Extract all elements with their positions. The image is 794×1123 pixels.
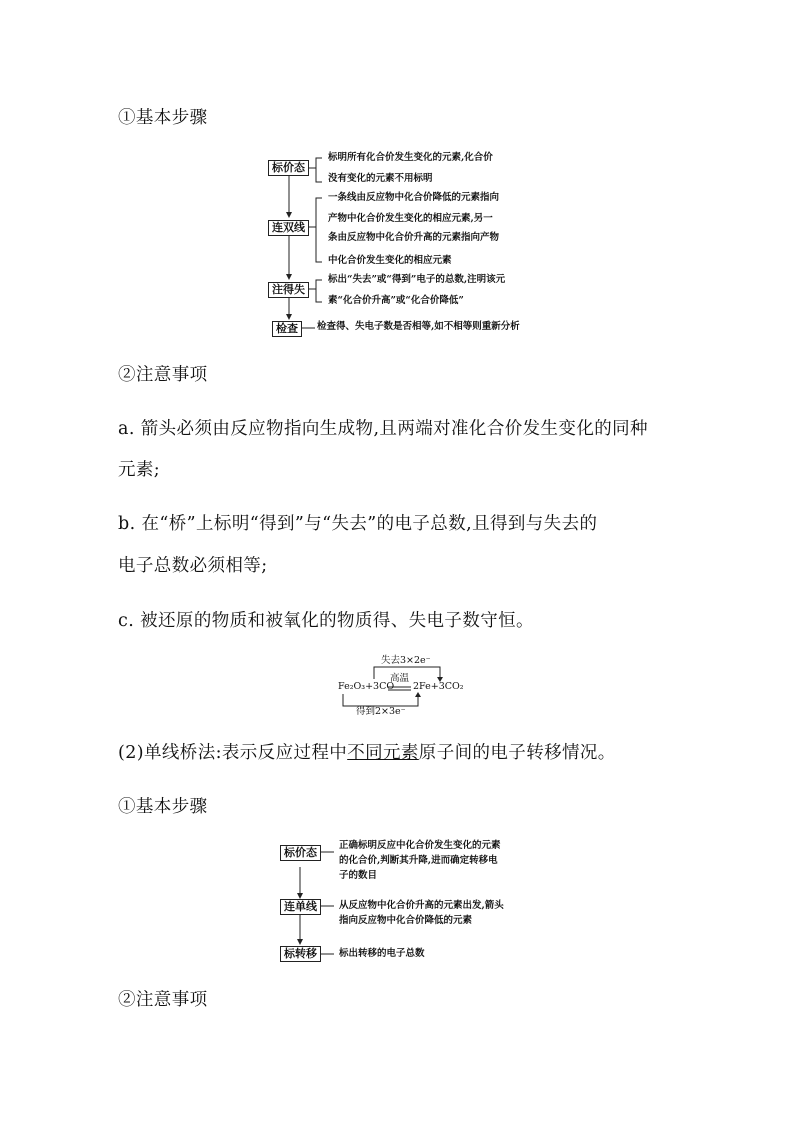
step-label-check: 检查	[272, 321, 302, 337]
step-text-line: 指向反应物中化合价降低的元素	[339, 915, 473, 926]
step-text-line: 中化合价发生变化的相应元素	[328, 255, 452, 266]
step-text-line: 从反应物中化合价升高的元素出发,箭头	[339, 900, 504, 911]
intro-underlined: 不同元素	[347, 743, 419, 763]
intro-suffix: 原子间的电子转移情况。	[418, 743, 616, 763]
note-b-line-2: 电子总数必须相等;	[118, 556, 268, 576]
notes-heading-1: ②注意事项	[118, 365, 208, 385]
note-b-line-1: b. 在“桥”上标明“得到”与“失去”的电子总数,且得到与失去的	[118, 514, 598, 534]
equation-condition: 高温	[390, 673, 410, 684]
step-label-connect-single: 连单线	[280, 899, 321, 915]
note-c: c. 被还原的物质和被氧化的物质得、失电子数守恒。	[118, 611, 534, 631]
note-a-line-1: a. 箭头必须由反应物指向生成物,且两端对准化合价发生变化的同种	[118, 419, 648, 439]
step-text-line: 一条线由反应物中化合价降低的元素指向	[328, 192, 500, 203]
step-text-line: 产物中化合价发生变化的相应元素,另一	[328, 213, 493, 224]
step-text-line: 素“化合价升高”或“化合价降低”	[328, 295, 464, 306]
note-a-line-2: 元素;	[118, 460, 161, 480]
intro-prefix: (2)单线桥法:表示反应过程中	[118, 743, 348, 763]
electron-gained-label: 得到2×3e⁻	[356, 706, 406, 717]
step-text-line: 标明所有化合价发生变化的元素,化合价	[328, 152, 493, 163]
step-label-mark-valence: 标价态	[268, 160, 309, 176]
step-label-connect-double: 连双线	[268, 220, 309, 236]
step-text-line: 标出转移的电子总数	[339, 948, 425, 959]
step-heading-2: ①基本步骤	[118, 797, 208, 817]
step-text-line: 没有变化的元素不用标明	[328, 173, 433, 184]
equation-products: 2Fe+3CO₂	[413, 681, 464, 692]
step-label-mark-transfer: 标转移	[280, 946, 321, 962]
equation-reactants: Fe₂O₃+3CO	[338, 681, 395, 692]
step-text-line: 条由反应物中化合价升高的元素指向产物	[328, 232, 500, 243]
notes-heading-2: ②注意事项	[118, 990, 208, 1010]
step-text-line: 标出“失去”或“得到”电子的总数,注明该元	[328, 274, 506, 285]
electron-lost-label: 失去3×2e⁻	[381, 655, 431, 666]
step-text-line: 子的数目	[339, 870, 378, 881]
step-label-note-gain-loss: 注得失	[268, 282, 309, 298]
step-text-line: 检查得、失电子数是否相等,如不相等则重新分析	[317, 321, 520, 332]
step-text-line: 正确标明反应中化合价发生变化的元素	[339, 840, 501, 851]
step-heading-1: ①基本步骤	[118, 108, 208, 128]
step-text-line: 的化合价,判断其升降,进而确定转移电	[339, 855, 498, 866]
step-label-mark-valence: 标价态	[280, 845, 321, 861]
